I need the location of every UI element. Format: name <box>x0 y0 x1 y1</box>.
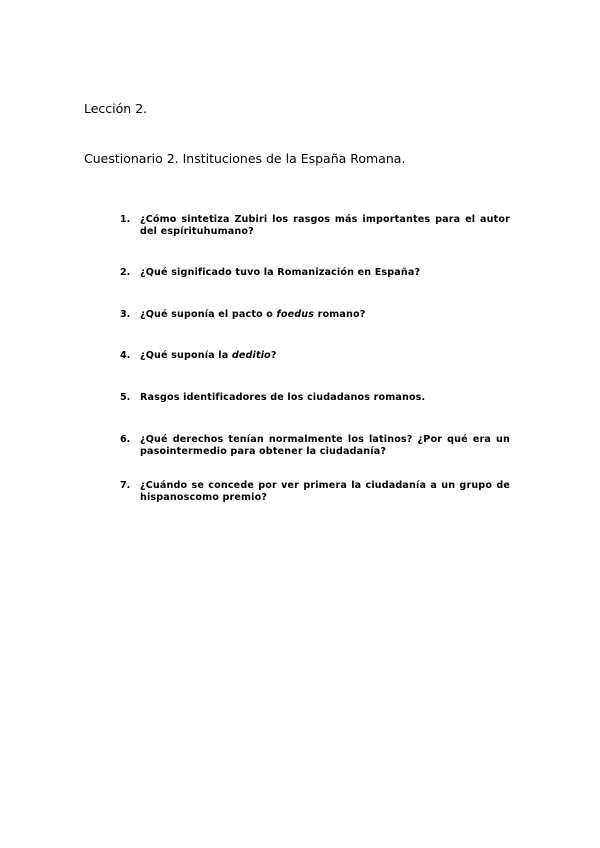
question-text: Rasgos identificadores de los ciudadanos romanos. <box>140 392 426 403</box>
question-text-after: ? <box>270 350 277 361</box>
question-text: ¿Cuándo se concede por ver primera la ciudadanía a un grupo de hispanoscomo premio? <box>140 480 510 503</box>
question-text-before: ¿Qué suponía la <box>140 350 232 361</box>
question-number: 3. <box>120 309 131 320</box>
question-item-5 <box>120 392 510 404</box>
question-item-4 <box>120 350 510 362</box>
question-number: 1. <box>120 214 131 225</box>
question-item-2 <box>120 267 510 279</box>
question-text <box>140 309 510 321</box>
lesson-title: Lección 2. <box>84 101 148 116</box>
question-text: ¿Cómo sintetiza Zubiri los rasgos más importantes para el autor del espírituhumano? <box>140 214 510 237</box>
question-number: 6. <box>120 434 131 445</box>
question-list <box>120 214 510 504</box>
question-text-before: ¿Qué suponía el pacto o <box>140 309 277 320</box>
questionnaire-title: Cuestionario 2. Instituciones de la España Romana. <box>84 151 406 166</box>
question-item-3 <box>120 309 510 321</box>
question-text: ¿Qué significado tuvo la Romanización en España? <box>140 267 421 278</box>
question-item-1 <box>120 214 510 238</box>
question-text: ¿Qué derechos tenían normalmente los latinos? ¿Por qué era un pasointermedio para obtener la ciudadanía? <box>140 434 510 457</box>
latin-term: deditio <box>231 350 271 361</box>
question-number: 2. <box>120 267 131 278</box>
question-text-after: romano? <box>314 309 366 320</box>
question-text <box>140 350 510 362</box>
question-number: 5. <box>120 392 131 403</box>
latin-term: foedus <box>276 309 315 320</box>
question-number: 7. <box>120 480 131 491</box>
question-item-6 <box>120 434 510 458</box>
question-number: 4. <box>120 350 131 361</box>
question-item-7 <box>120 480 510 504</box>
